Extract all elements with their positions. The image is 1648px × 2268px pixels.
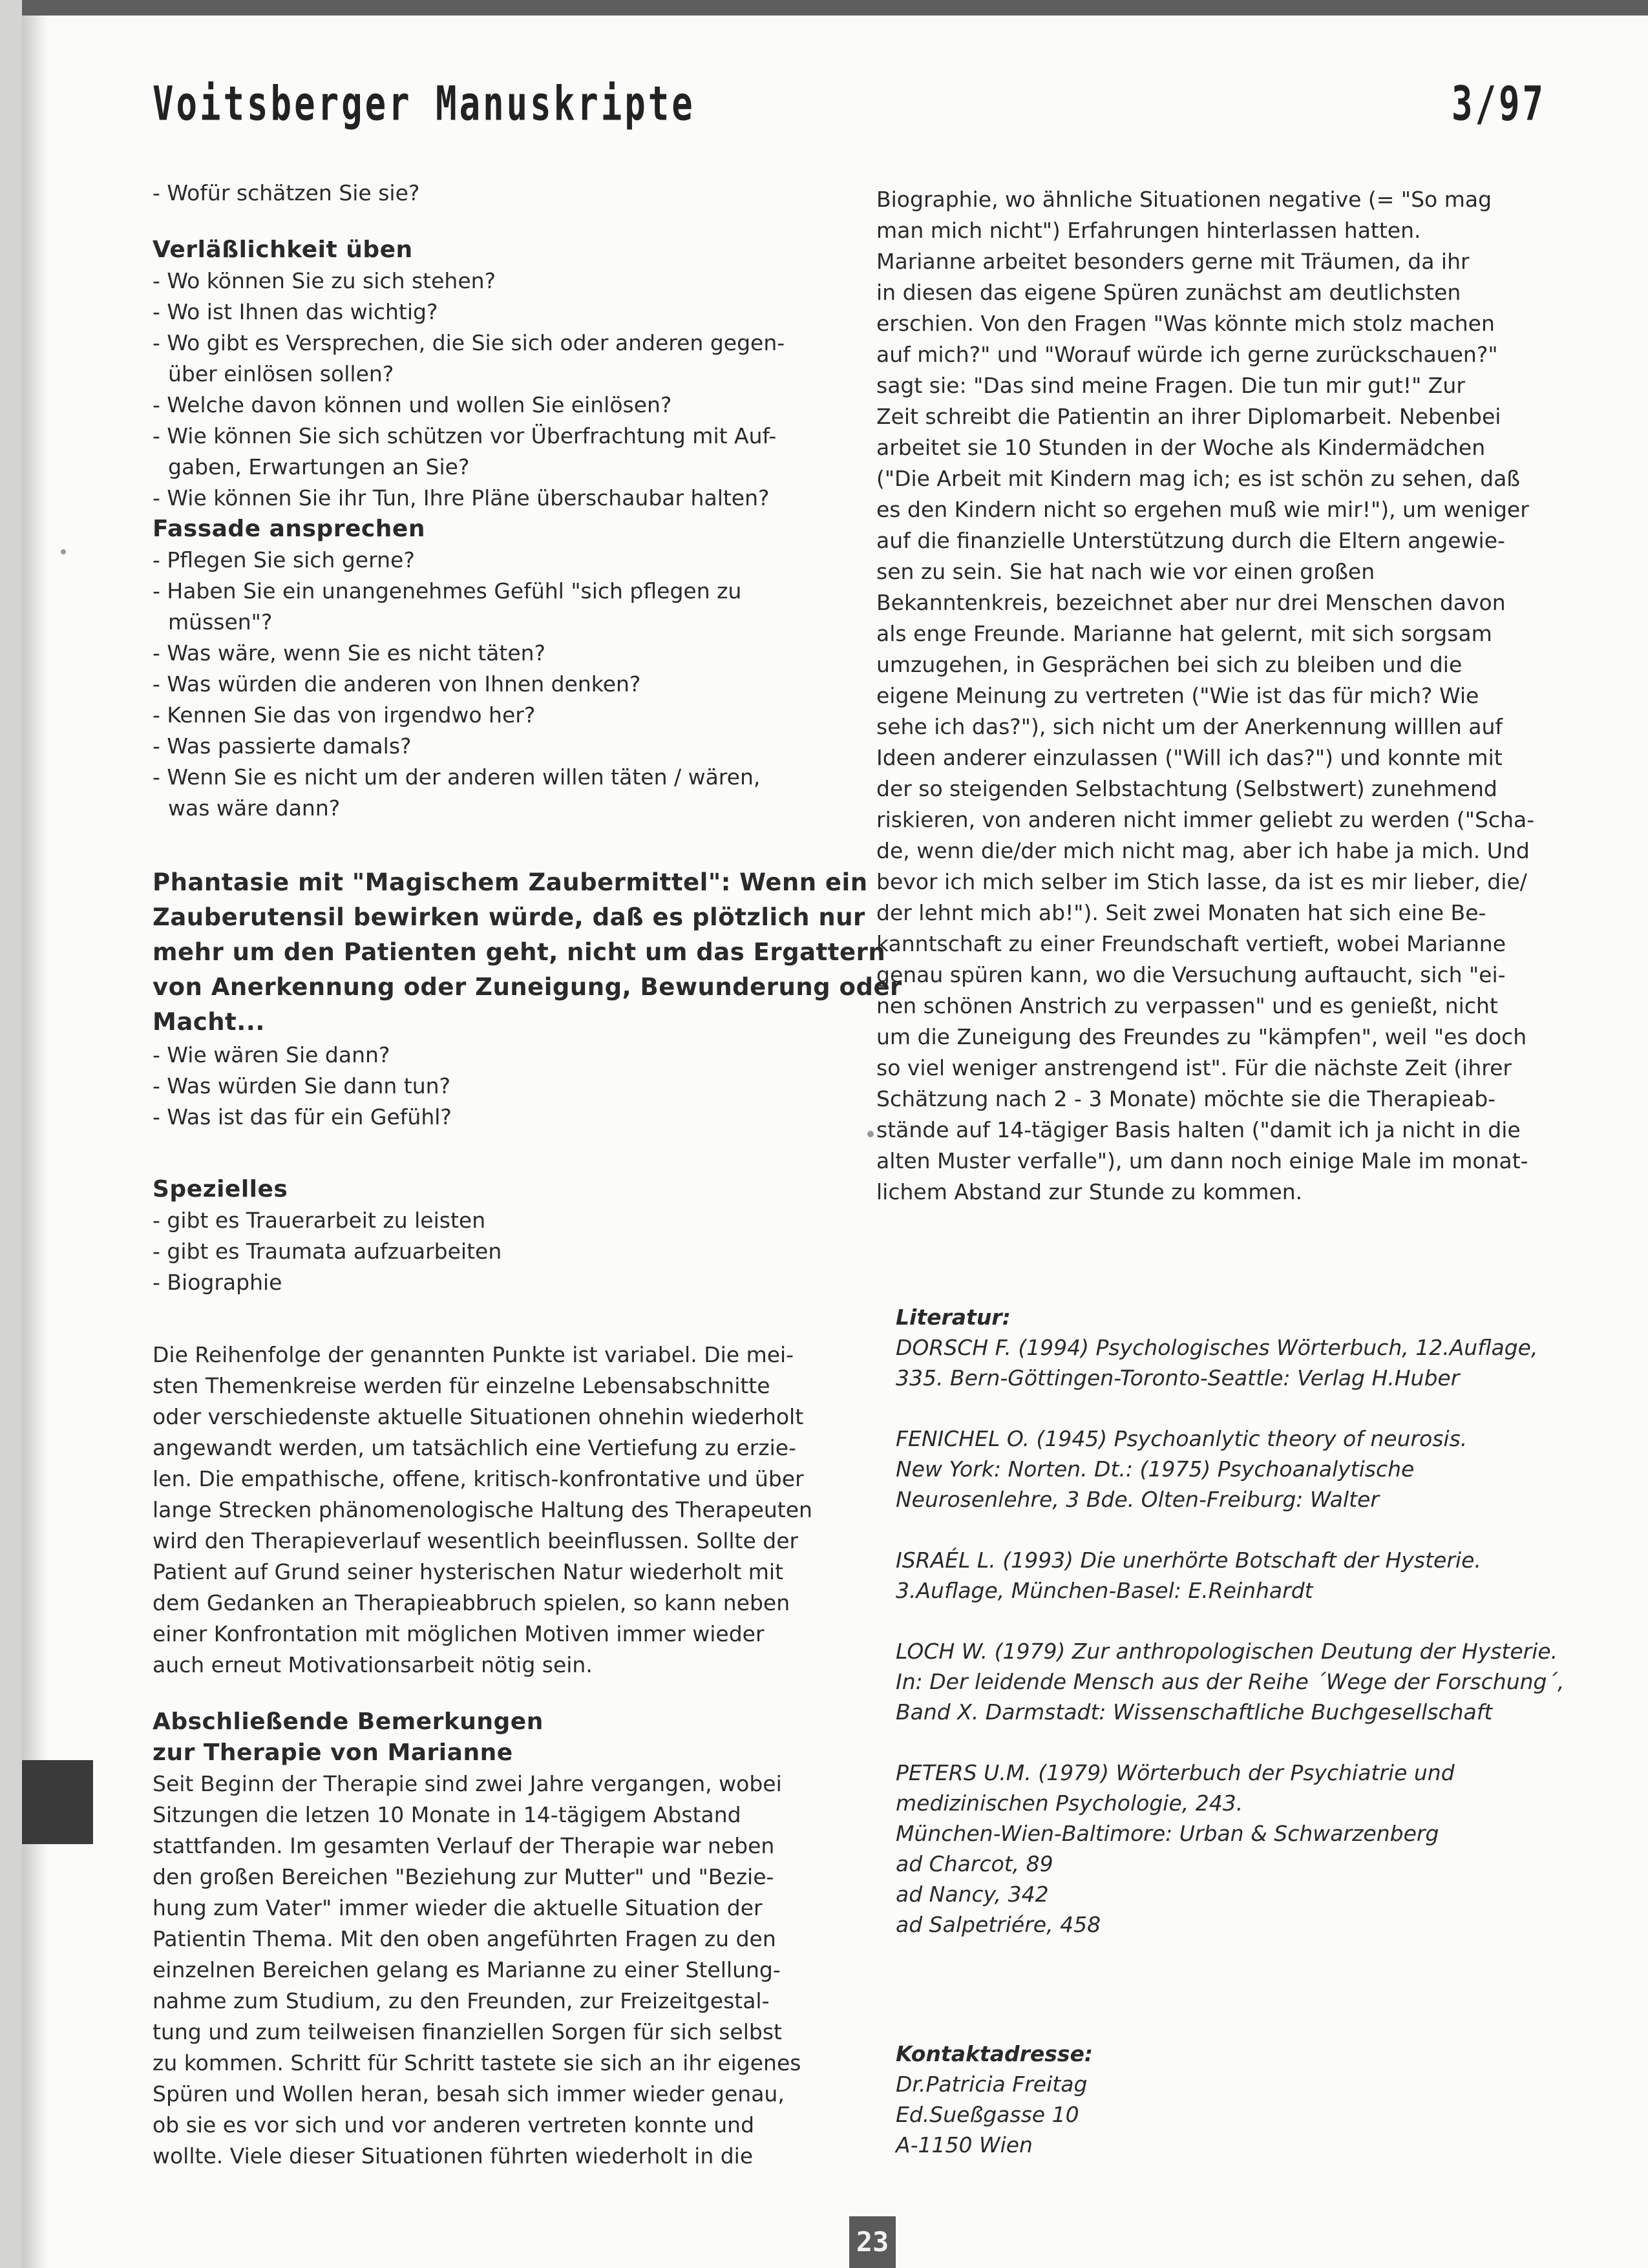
paragraph-line: nen schönen Anstrich zu verpassen" und es genießt, nicht — [876, 993, 1498, 1018]
list-item: - Wo können Sie zu sich stehen? — [153, 268, 496, 293]
paragraph-line: als enge Freunde. Marianne hat gelernt, mit sich sorgsam — [876, 621, 1492, 646]
paragraph-line: wollte. Viele dieser Situationen führten wiederholt in die — [153, 2143, 754, 2168]
paragraph-line: so viel weniger anstrengend ist". Für die nächste Zeit (ihrer — [876, 1055, 1512, 1080]
list-item: - Wenn Sie es nicht um der anderen willen täten / wären, — [153, 764, 761, 790]
paragraph-line: Bekanntenkreis, bezeichnet aber nur drei Menschen davon — [876, 590, 1506, 615]
paragraph-line: erschien. Von den Fragen "Was könnte mich stolz machen — [876, 311, 1495, 336]
paragraph-line: in diesen das eigene Spüren zunächst am deutlichsten — [876, 280, 1461, 305]
list-item: - Was passierte damals? — [153, 733, 412, 759]
paragraph-line: oder verschiedenste aktuelle Situationen ohnehin wiederholt — [153, 1404, 804, 1429]
literature-entry: ISRAÉL L. (1993) Die unerhörte Botschaft der Hysterie. — [896, 1548, 1481, 1573]
paragraph-line: sten Themenkreise werden für einzelne Lebensabschnitte — [153, 1373, 770, 1398]
paragraph-line: um die Zuneigung des Freundes zu "kämpfen", weil "es doch — [876, 1024, 1527, 1049]
paragraph-line: stattfanden. Im gesamten Verlauf der Therapie war neben — [153, 1833, 775, 1858]
paragraph-line: bevor ich mich selber im Stich lasse, da ist es mir lieber, die/ — [876, 869, 1527, 894]
literature-entry: In: Der leidende Mensch aus der Reihe ´Wege der Forschung´, — [896, 1669, 1565, 1694]
paragraph-line: genau spüren kann, wo die Versuchung auftaucht, sich "ei- — [876, 962, 1506, 987]
literature-entry: 3.Auflage, München-Basel: E.Reinhardt — [896, 1578, 1313, 1603]
literature-entry: ad Nancy, 342 — [896, 1882, 1049, 1907]
literature-entry: medizinischen Psychologie, 243. — [896, 1790, 1243, 1816]
scan-top-bar — [0, 0, 1648, 16]
paragraph-line: Die Reihenfolge der genannten Punkte ist variabel. Die mei- — [153, 1342, 794, 1367]
scan-speck — [867, 1131, 874, 1137]
intro-line: - Wofür schätzen Sie sie? — [153, 180, 420, 205]
paragraph-line: dem Gedanken an Therapieabbruch spielen, so kann neben — [153, 1590, 790, 1615]
paragraph-line: len. Die empathische, offene, kritisch-konfrontative und über — [153, 1466, 804, 1491]
paragraph-line: Spüren und Wollen heran, besah sich immer wieder genau, — [153, 2081, 785, 2106]
section-heading-abschluss: zur Therapie von Marianne — [153, 1739, 513, 1766]
list-item: über einlösen sollen? — [168, 361, 394, 386]
list-item: - Was ist das für ein Gefühl? — [153, 1104, 452, 1129]
left-column — [153, 178, 902, 2172]
paragraph-line: Marianne arbeitet besonders gerne mit Träumen, da ihr — [876, 249, 1470, 274]
list-item: - Kennen Sie das von irgendwo her? — [153, 702, 536, 728]
contact-line: Dr.Patricia Freitag — [896, 2072, 1088, 2097]
paragraph-line: den großen Bereichen "Beziehung zur Mutter" und "Bezie- — [153, 1864, 774, 1889]
list-item: - Welche davon können und wollen Sie einlösen? — [153, 392, 672, 417]
section-heading-spezielles: Spezielles — [153, 1176, 288, 1202]
paragraph-line: stände auf 14-tägiger Basis halten ("damit ich ja nicht in die — [876, 1117, 1521, 1142]
paragraph-line: sehe ich das?"), sich nicht um der Anerkennung willlen auf — [876, 714, 1503, 739]
paragraph-line: riskieren, von anderen nicht immer geliebt zu werden ("Scha- — [876, 807, 1535, 832]
page-number: 23 — [849, 2216, 896, 2268]
literature-entry: ad Charcot, 89 — [896, 1851, 1053, 1876]
literature-list — [896, 1302, 1574, 1940]
running-header — [153, 76, 1546, 134]
list-item: gaben, Erwartungen an Sie? — [168, 454, 470, 479]
paragraph-line: arbeitet sie 10 Stunden in der Woche als Kindermädchen — [876, 435, 1486, 460]
paragraph-line: auf mich?" und "Worauf würde ich gerne zurückschauen?" — [876, 342, 1498, 367]
literature-entry: New York: Norten. Dt.: (1975) Psychoanalytische — [896, 1456, 1415, 1482]
right-column — [876, 184, 1548, 1208]
binding-clip — [22, 1760, 93, 1844]
paragraph-line: Patientin Thema. Mit den oben angeführten Fragen zu den — [153, 1926, 776, 1951]
list-item: - Wie können Sie sich schützen vor Überfrachtung mit Auf- — [153, 423, 777, 448]
paragraph-line: lange Strecken phänomenologische Haltung des Therapeuten — [153, 1497, 812, 1522]
list-item: was wäre dann? — [168, 795, 341, 821]
literature-entry: 335. Bern-Göttingen-Toronto-Seattle: Verlag H.Huber — [896, 1365, 1460, 1391]
list-item: - Wo gibt es Versprechen, die Sie sich oder anderen gegen- — [153, 330, 785, 355]
paragraph-line: nahme zum Studium, zu den Freunden, zur Freizeitgestal- — [153, 1988, 770, 2013]
literature-entry: München-Wien-Baltimore: Urban & Schwarzenberg — [896, 1821, 1439, 1846]
paragraph-line: eigene Meinung zu vertreten ("Wie ist das für mich? Wie — [876, 683, 1479, 708]
list-item: - Wo ist Ihnen das wichtig? — [153, 299, 438, 324]
paragraph-line: Zeit schreibt die Patientin an ihrer Diplomarbeit. Nebenbei — [876, 404, 1501, 429]
journal-title: Voitsberger Manuskripte — [153, 76, 695, 132]
paragraph-line: ob sie es vor sich und vor anderen vertreten konnte und — [153, 2112, 755, 2137]
paragraph-line: der so steigenden Selbstachtung (Selbstwert) zunehmend — [876, 776, 1497, 801]
paragraph-line: Seit Beginn der Therapie sind zwei Jahre vergangen, wobei — [153, 1771, 782, 1796]
list-item: - gibt es Traumata aufzuarbeiten — [153, 1239, 502, 1264]
list-item: müssen"? — [168, 609, 273, 635]
section-heading-phantasie: mehr um den Patienten geht, nicht um das Ergattern — [153, 938, 886, 966]
list-item: - Biographie — [153, 1270, 282, 1295]
section-heading-phantasie: von Anerkennung oder Zuneigung, Bewunderung oder — [153, 973, 902, 1001]
paragraph-line: hung zum Vater" immer wieder die aktuelle Situation der — [153, 1895, 763, 1920]
paragraph-line: man mich nicht") Erfahrungen hinterlassen hatten. — [876, 218, 1421, 243]
literature-entry: ad Salpetriére, 458 — [896, 1912, 1101, 1937]
paragraph-line: kanntschaft zu einer Freundschaft vertieft, wobei Marianne — [876, 931, 1506, 956]
paragraph-line: wird den Therapieverlauf wesentlich beeinflussen. Sollte der — [153, 1528, 799, 1553]
list-item: - Was wäre, wenn Sie es nicht täten? — [153, 640, 546, 666]
list-item: - Haben Sie ein unangenehmes Gefühl "sich pflegen zu — [153, 578, 742, 604]
section-heading-phantasie: Macht... — [153, 1008, 265, 1036]
section-heading-fassade: Fassade ansprechen — [153, 516, 425, 542]
contact-line: Ed.Sueßgasse 10 — [896, 2102, 1079, 2127]
paragraph-line: Biographie, wo ähnliche Situationen negative (= "So mag — [876, 187, 1492, 212]
contact-heading: Kontaktadresse: — [896, 2041, 1093, 2066]
paragraph-line: Patient auf Grund seiner hysterischen Natur wiederholt mit — [153, 1559, 784, 1584]
paragraph-line: de, wenn die/der mich nicht mag, aber ich habe ja mich. Und — [876, 838, 1530, 863]
paragraph-line: zu kommen. Schritt für Schritt tastete sie sich an ihr eigenes — [153, 2050, 801, 2075]
paragraph-line: sagt sie: "Das sind meine Fragen. Die tun mir gut!" Zur — [876, 373, 1465, 398]
list-item: - Pflegen Sie sich gerne? — [153, 547, 415, 572]
paragraph-line: lichem Abstand zur Stunde zu kommen. — [876, 1179, 1303, 1204]
paragraph-line: auch erneut Motivationsarbeit nötig sein. — [153, 1652, 593, 1677]
paragraph-line: umzugehen, in Gesprächen bei sich zu bleiben und die — [876, 652, 1463, 677]
paragraph-line: auf die finanzielle Unterstützung durch die Eltern angewie- — [876, 528, 1505, 553]
list-item: - Wie können Sie ihr Tun, Ihre Pläne überschaubar halten? — [153, 485, 770, 510]
list-item: - Wie wären Sie dann? — [153, 1042, 390, 1067]
paragraph-line: Sitzungen die letzen 10 Monate in 14-tägigem Abstand — [153, 1802, 741, 1827]
issue-number: 3/97 — [1451, 76, 1546, 132]
paragraph-line: es den Kindern nicht so ergehen muß wie mir!"), um weniger — [876, 497, 1529, 522]
paragraph-line: einzelnen Bereichen gelang es Marianne zu einer Stellung- — [153, 1957, 781, 1982]
contact-line: A-1150 Wien — [896, 2132, 1033, 2158]
list-item: - Was würden Sie dann tun? — [153, 1073, 451, 1098]
paragraph-line: tung und zum teilweisen finanziellen Sorgen für sich selbst — [153, 2019, 782, 2044]
contact-address — [896, 2039, 1574, 2160]
section-heading-phantasie: Zauberutensil bewirken würde, daß es plötzlich nur — [153, 903, 865, 931]
paragraph-line: Ideen anderer einzulassen ("Will ich das?") und konnte mit — [876, 745, 1503, 770]
list-item: - gibt es Trauerarbeit zu leisten — [153, 1208, 486, 1233]
paragraph-line: Schätzung nach 2 - 3 Monate) möchte sie die Therapieab- — [876, 1086, 1496, 1111]
section-heading-phantasie: Phantasie mit "Magischem Zaubermittel": Wenn ein — [153, 868, 868, 896]
literature-entry: Neurosenlehre, 3 Bde. Olten-Freiburg: Walter — [896, 1487, 1379, 1512]
literature-entry: LOCH W. (1979) Zur anthropologischen Deutung der Hysterie. — [896, 1639, 1558, 1664]
list-item: - Was würden die anderen von Ihnen denken? — [153, 671, 641, 697]
scan-speck — [61, 549, 66, 554]
paragraph-line: alten Muster verfalle"), um dann noch einige Male im monat- — [876, 1148, 1528, 1173]
literature-entry: DORSCH F. (1994) Psychologisches Wörterbuch, 12.Auflage, — [896, 1335, 1538, 1360]
paragraph-line: ("Die Arbeit mit Kindern mag ich; es ist schön zu sehen, daß — [876, 466, 1521, 491]
binding-shadow — [22, 16, 48, 2268]
section-heading-abschluss: Abschließende Bemerkungen — [153, 1708, 544, 1735]
paragraph-line: sen zu sein. Sie hat nach wie vor einen großen — [876, 559, 1375, 584]
paragraph-line: einer Konfrontation mit möglichen Motiven immer wieder — [153, 1621, 765, 1646]
scan-left-edge — [0, 0, 22, 2268]
literature-entry: PETERS U.M. (1979) Wörterbuch der Psychiatrie und — [896, 1760, 1455, 1785]
section-heading-verlass: Verläßlichkeit üben — [153, 236, 413, 263]
paragraph-line: der lehnt mich ab!"). Seit zwei Monaten hat sich eine Be- — [876, 900, 1486, 925]
literature-heading: Literatur: — [896, 1305, 1011, 1330]
paragraph-line: angewandt werden, um tatsächlich eine Vertiefung zu erzie- — [153, 1435, 796, 1460]
literature-entry: FENICHEL O. (1945) Psychoanlytic theory of neurosis. — [896, 1426, 1468, 1451]
literature-entry: Band X. Darmstadt: Wissenschaftliche Buchgesellschaft — [896, 1699, 1493, 1725]
